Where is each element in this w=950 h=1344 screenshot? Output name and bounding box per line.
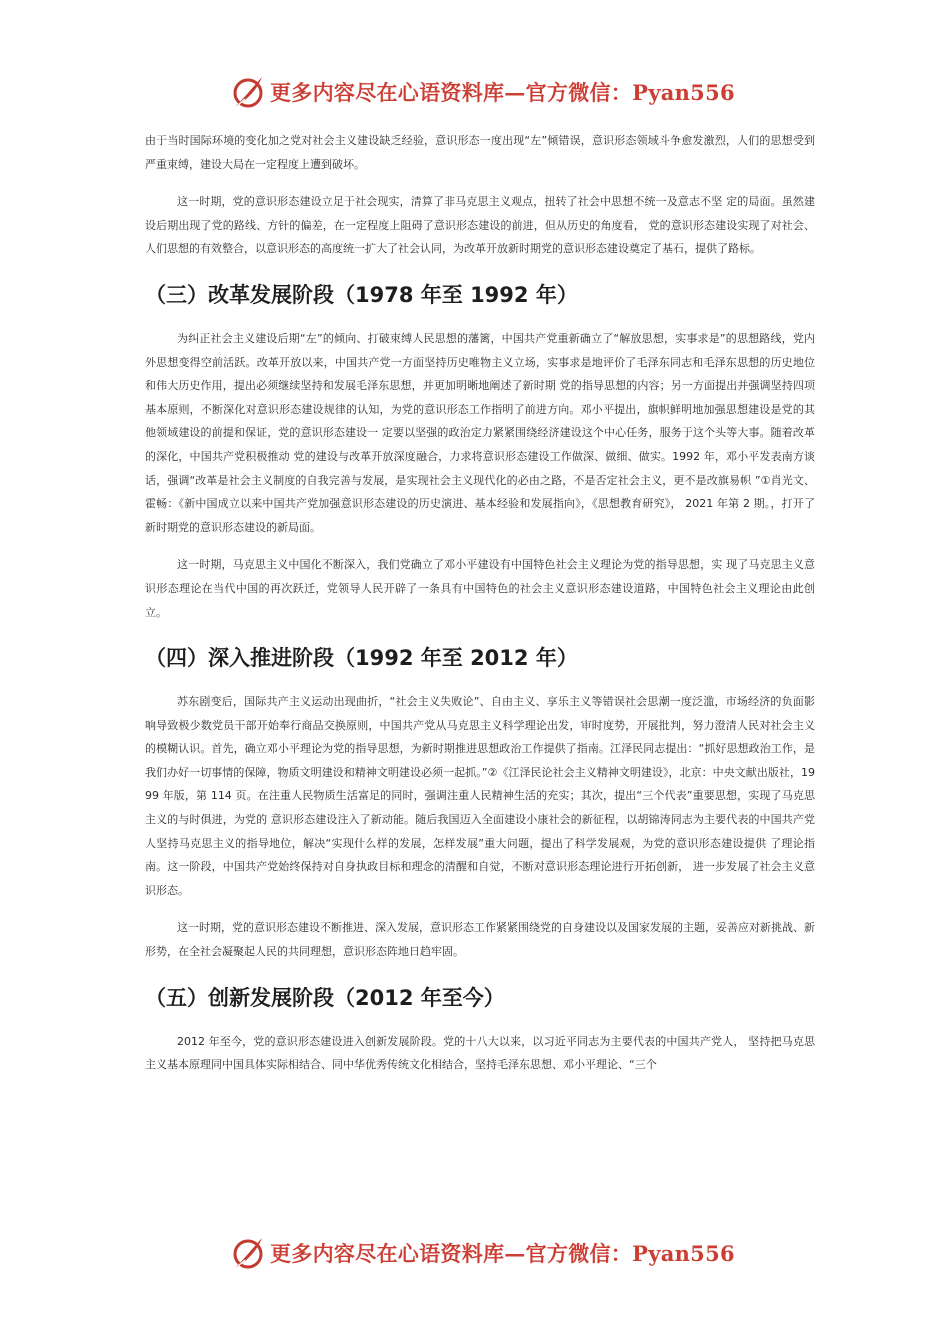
header-watermark-banner xyxy=(228,72,735,112)
body-paragraph: 2012 年至今，党的意识形态建设进入创新发展阶段。党的十八大以来，以习近平同志为主要代表的中国共产党人， 坚持把马克思主义基本原理同中国具体实际相结合、同中华优秀传统文化相结合，坚持毛泽东思想、邓小平理论、“三个 xyxy=(145,1034,815,1072)
body-paragraph: 苏东剧变后，国际共产主义运动出现曲折，“社会主义失败论”、自由主义、享乐主义等错误社会思潮一度泛滥，市场经济的负面影响导致极少数党员干部开始奉行商品交换原则，中国共产党从马克思主义科学理论出发，审时度势，开展批判，努力澄清人民对社会主义的模糊认识。首先，确立邓小平理论为党的指导思想，为新时期推进思想政治工作提供了指南。江泽民同志提出：“抓好思想政治工作，是我们办好一切事情的保障，物质文明建设和精神文明建设必须一起抓。”②《江泽民论社会主义精神文明建设》，北京：中央文献出版社，1999 年版，第 114 页。在注重人民物质生活富足的同时，强调注重人民精神生活的充实；其次，提出“三个代表”重要思想，实现了马克思主义的与时俱进，为党的 意识形态建设注入了新动能。随后我国迈入全面建设小康社会的新征程，以胡锦涛同志为主要代表的中国共产党人坚持马克思主义的指导地位，解决“实现什么样的发展，怎样发展”重大问题，提出了科学发展观，为党的意识形态建设提供 了理论指南。这一阶段，中国共产党始终保持对自身执政目标和理念的清醒和自觉，不断对意识形态理论进行开拓创新， 进一步发展了社会主义意识形态。 xyxy=(145,695,815,897)
document-body xyxy=(145,129,815,1091)
section-heading: （四）深入推进阶段（1992 年至 2012 年） xyxy=(145,646,578,671)
body-paragraph: 这一时期，党的意识形态建设立足于社会现实，清算了非马克思主义观点，扭转了社会中思想不统一及意志不坚 定的局面。虽然建设后期出现了党的路线、方针的偏差，在一定程度上阻碍了意识形态建设的前进，但从历史的角度看， 党的意识形态建设实现了对社会、人们思想的有效整合，以意识形态的高度统一扩大了社会认同，为改革开放新时期党的意识形态建设奠定了基石，提供了路标。 xyxy=(145,195,815,256)
body-paragraph: 由于当时国际环境的变化加之党对社会主义建设缺乏经验，意识形态一度出现“左”倾错误，意识形态领域斗争愈发激烈，人们的思想受到严重束缚，建设大局在一定程度上遭到破坏。 xyxy=(145,134,815,171)
quill-logo-icon xyxy=(228,1233,268,1273)
section-heading: （五）创新发展阶段（2012 年至今） xyxy=(145,985,505,1010)
body-paragraph: 这一时期，马克思主义中国化不断深入，我们党确立了邓小平建设有中国特色社会主义理论为党的指导思想，实 现了马克思主义意识形态理论在当代中国的再次跃迁，党领导人民开辟了一条具有中国特色的社会主义意识形态建设道路，中国特色社会主义理论由此创立。 xyxy=(145,558,815,619)
footer-watermark-banner xyxy=(228,1233,735,1273)
header-watermark-text: 更多内容尽在心语资料库—官方微信：Pyan556 xyxy=(270,80,735,105)
quill-logo-icon xyxy=(228,72,268,112)
section-heading: （三）改革发展阶段（1978 年至 1992 年） xyxy=(145,282,578,307)
footer-watermark-text: 更多内容尽在心语资料库—官方微信：Pyan556 xyxy=(270,1241,735,1266)
body-paragraph: 这一时期，党的意识形态建设不断推进、深入发展，意识形态工作紧紧围绕党的自身建设以及国家发展的主题，妥善应对新挑战、新形势，在全社会凝聚起人民的共同理想，意识形态阵地日趋牢固。 xyxy=(145,921,815,959)
body-paragraph: 为纠正社会主义建设后期“左”的倾向、打破束缚人民思想的藩篱，中国共产党重新确立了“解放思想，实事求是”的思想路线，党内外思想变得空前活跃。改革开放以来，中国共产党一方面坚持历史唯物主义立场，实事求是地评价了毛泽东同志和毛泽东思想的历史地位和伟大历史作用，提出必须继续坚持和发展毛泽东思想，并更加明晰地阐述了新时期 党的指导思想的内容；另一方面提出并强调坚持四项基本原则，不断深化对意识形态建设规律的认知，为党的意识形态工作指明了前进方向。邓小平提出，旗帜鲜明地加强思想建设是党的其他领域建设的前提和保证，党的意识形态建设一 定要以坚强的政治定力紧紧围绕经济建设这个中心任务，服务于这个头等大事。随着改革的深化，中国共产党积极推动 党的建设与改革开放深度融合，力求将意识形态建设工作做深、做细、做实。1992 年，邓小平发表南方谈话，强调“改革是社会主义制度的自我完善与发展，是实现社会主义现代化的必由之路，不是否定社会主义，更不是改旗易帜 ”①肖光文、霍畅：《新中国成立以来中国共产党加强意识形态建设的历史演进、基本经验和发展指向》，《思想教育研究》， 2021 年第 2 期。，打开了新时期党的意识形态建设的新局面。 xyxy=(145,331,815,534)
